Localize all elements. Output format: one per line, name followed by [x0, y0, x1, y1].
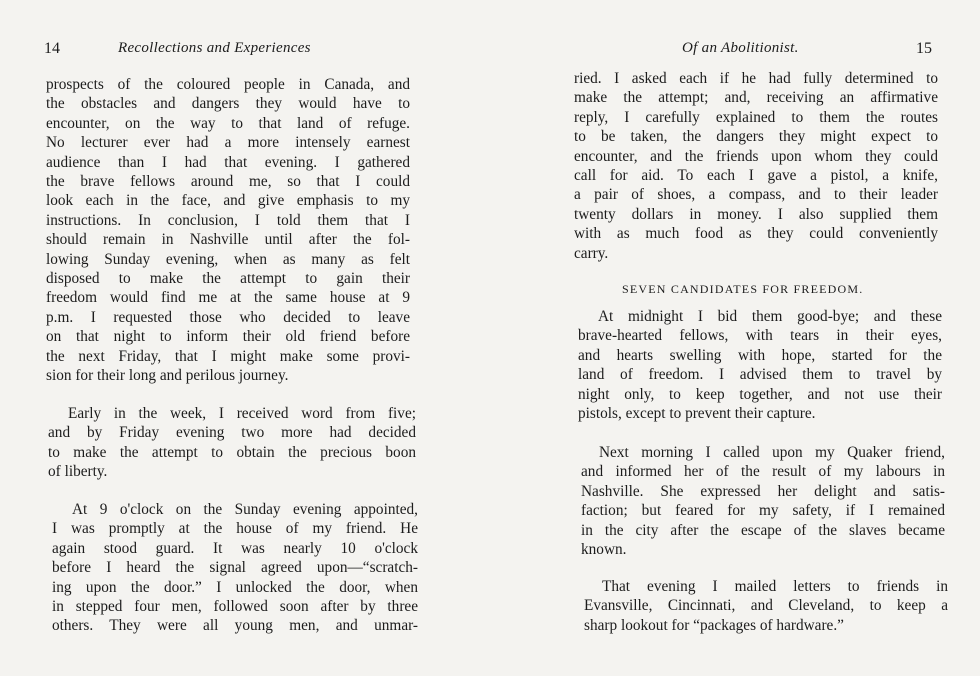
text-line: known.	[581, 541, 627, 559]
text-line: That evening I mailed letters to friends in	[602, 578, 948, 595]
text-line: encounter, on the way to that land of refuge.	[46, 114, 410, 132]
left-paragraph-2	[48, 404, 416, 482]
right-running-head: Of an Abolitionist.	[682, 40, 799, 56]
text-line: to be taken, the dangers they might expect to	[574, 128, 938, 146]
text-line: make the attempt; and, receiving an affirmative	[574, 89, 938, 107]
text-line: Next morning I called upon my Quaker friend,	[599, 444, 945, 461]
text-line: should remain in Nashville until after the fol-	[46, 231, 410, 249]
text-line: faction; but feared for my safety, if I remained	[581, 502, 945, 520]
right-page-number: 15	[916, 40, 932, 57]
section-heading: SEVEN CANDIDATES FOR FREEDOM.	[622, 282, 864, 296]
right-paragraph-1	[574, 69, 938, 263]
text-line: before I heard the signal agreed upon—“scratch-	[52, 559, 418, 577]
left-paragraph-1	[46, 75, 410, 386]
text-line: and informed her of the result of my labours in	[581, 463, 945, 481]
text-line: a pair of shoes, a compass, and to their leader	[574, 186, 938, 204]
text-line: brave-hearted fellows, with tears in their eyes,	[578, 327, 942, 345]
text-line: prospects of the coloured people in Canada, and	[46, 76, 410, 93]
text-line: and by Friday evening two more had decided	[48, 424, 416, 442]
text-line: the brave fellows around me, so that I could	[46, 173, 410, 191]
text-line: in the city after the escape of the slaves became	[581, 521, 945, 539]
text-line: night only, to keep together, and not use their	[578, 385, 942, 403]
text-line: in stepped four men, followed soon after by three	[52, 598, 418, 616]
text-line: with as much food as they could conveniently	[574, 225, 938, 243]
text-line: sharp lookout for “packages of hardware.”	[584, 616, 844, 634]
text-line: I was promptly at the house of my friend. He	[52, 520, 418, 538]
text-line: the next Friday, that I might make some provi-	[46, 347, 410, 365]
text-line: reply, I carefully explained to them the routes	[574, 108, 938, 126]
text-line: look each in the face, and give emphasis to my	[46, 192, 410, 210]
text-line: others. They were all young men, and unmar-	[52, 617, 418, 635]
text-line: on that night to inform their old friend before	[46, 328, 410, 346]
text-line: At 9 o'clock on the Sunday evening appointed,	[72, 501, 418, 518]
text-line: the obstacles and dangers they would have to	[46, 95, 410, 113]
left-paragraph-3	[52, 500, 418, 636]
text-line: to make the attempt to obtain the precious boon	[48, 443, 416, 461]
text-line: Evansville, Cincinnati, and Cleveland, to keep a	[584, 597, 948, 615]
text-line: ing upon the door.” I unlocked the door, when	[52, 578, 418, 596]
text-line: At midnight I bid them good-bye; and these	[598, 308, 942, 325]
text-line: Nashville. She expressed her delight and satis-	[581, 482, 945, 500]
text-line: freedom would find me at the same house at 9	[46, 289, 410, 307]
text-line: sion for their long and perilous journey.	[46, 367, 289, 385]
text-line: pistols, except to prevent their capture.	[578, 405, 816, 423]
text-line: p.m. I requested those who decided to leave	[46, 308, 410, 326]
text-line: lowing Sunday evening, when as many as felt	[46, 250, 410, 268]
right-paragraph-3	[581, 443, 945, 559]
right-page	[490, 0, 980, 676]
text-line: No lecturer ever had a more intensely earnest	[46, 134, 410, 152]
text-line: carry.	[574, 244, 609, 262]
text-line: disposed to make the attempt to gain their	[46, 270, 410, 288]
text-line: audience than I had that evening. I gathered	[46, 153, 410, 171]
text-line: encounter, and the friends upon whom they could	[574, 147, 938, 165]
text-line: of liberty.	[48, 463, 108, 481]
text-line: Early in the week, I received word from five;	[68, 405, 416, 422]
left-page-number: 14	[44, 40, 60, 57]
text-line: land of freedom. I advised them to travel by	[578, 366, 942, 384]
left-running-head: Recollections and Experiences	[118, 40, 311, 56]
text-line: twenty dollars in money. I also supplied them	[574, 205, 938, 223]
text-line: call for aid. To each I gave a pistol, a knife,	[574, 167, 938, 185]
text-line: ried. I asked each if he had fully determined to	[574, 70, 938, 87]
text-line: and hearts swelling with hope, started for the	[578, 346, 942, 364]
text-line: instructions. In conclusion, I told them that I	[46, 211, 410, 229]
text-line: again stood guard. It was nearly 10 o'clock	[52, 539, 418, 557]
right-paragraph-4	[584, 577, 948, 635]
right-paragraph-2	[578, 307, 942, 423]
